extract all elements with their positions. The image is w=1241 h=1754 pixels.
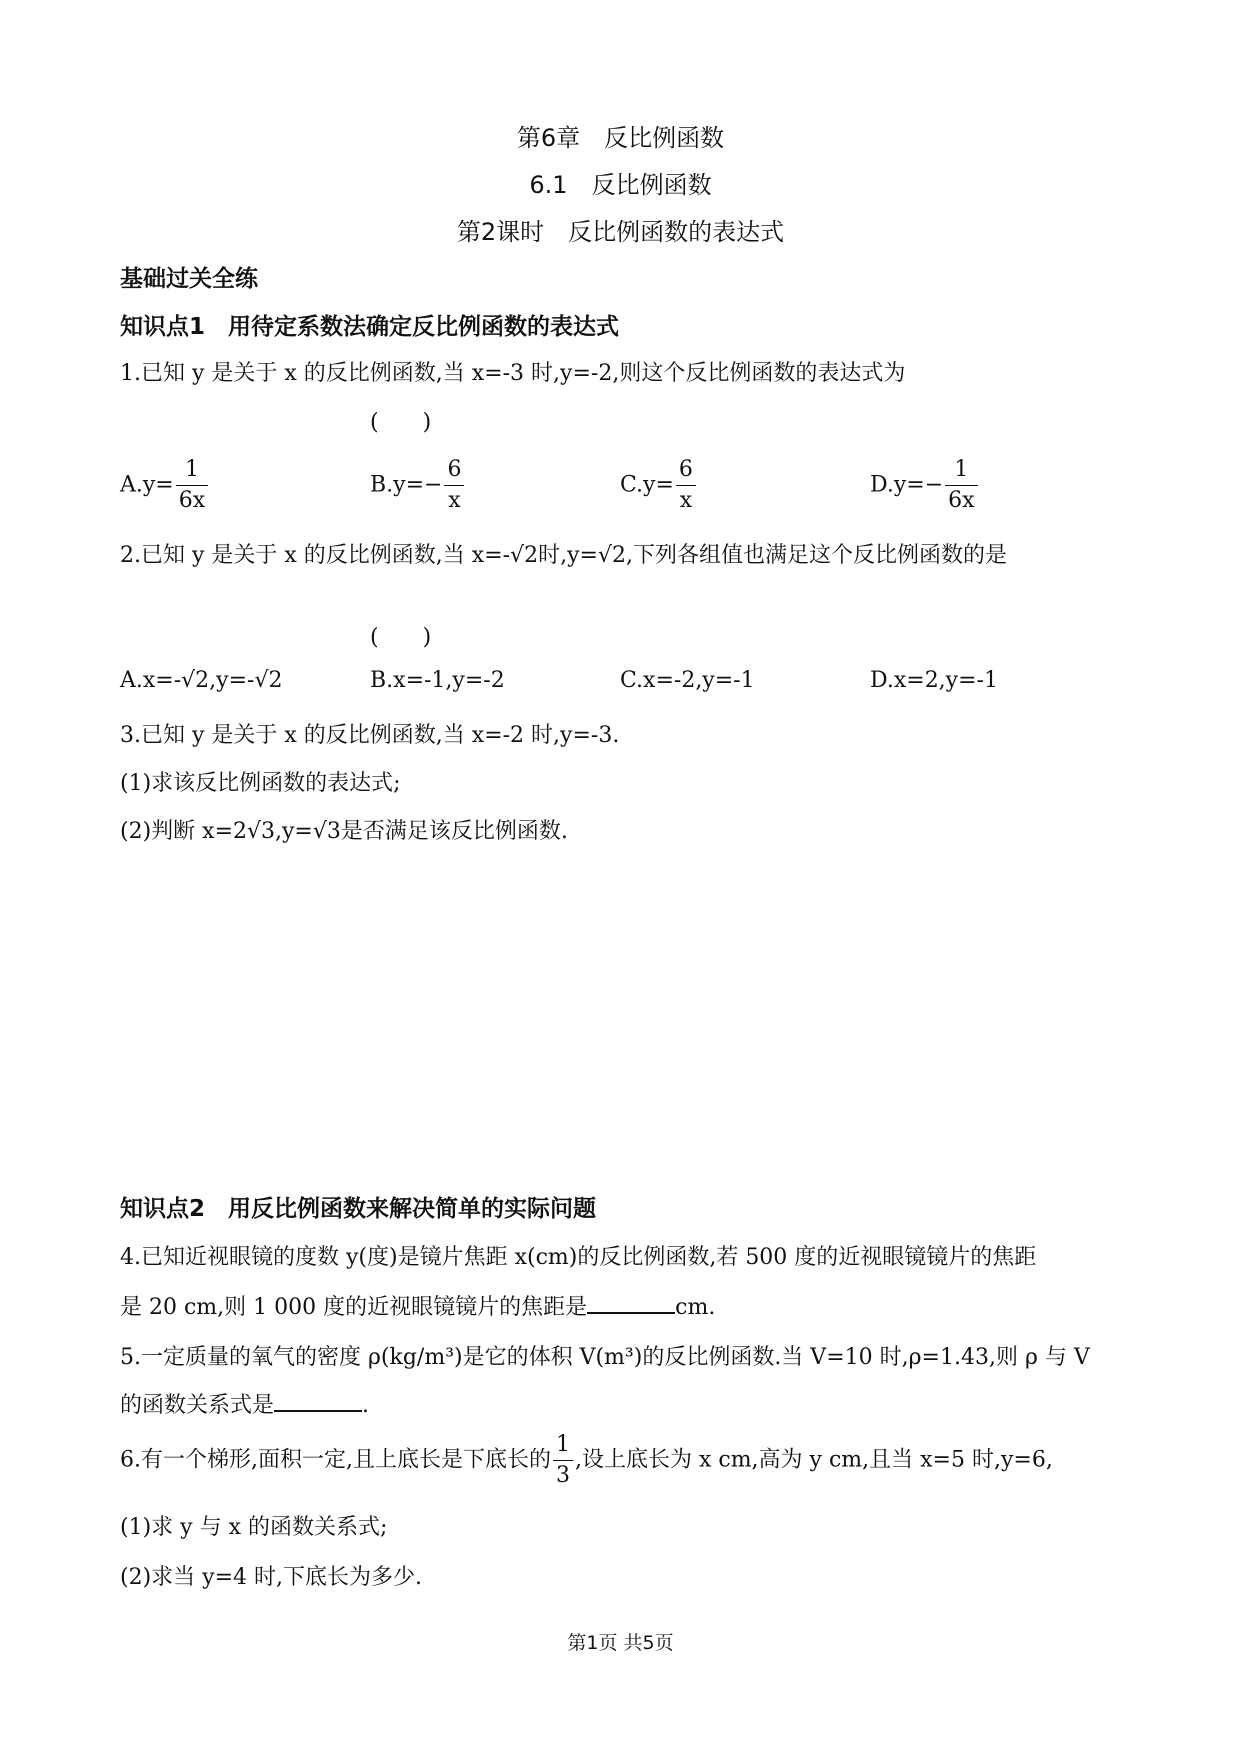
option-c-fraction	[676, 455, 696, 516]
question-6-fraction	[553, 1430, 573, 1491]
question-2-option-a: A.x=-√2,y=-√2	[120, 668, 283, 693]
question-1-option-c	[620, 455, 698, 516]
question-5-line-2-pre: 的函数关系式是	[120, 1393, 275, 1418]
question-1-option-d	[870, 455, 980, 516]
question-6-numerator: 1	[553, 1430, 573, 1461]
option-d-fraction	[945, 455, 977, 516]
question-4-line-2-pre: 是 20 cm,则 1 000 度的近视眼镜镜片的焦距是	[120, 1295, 588, 1320]
question-1-stem: 1.已知 y 是关于 x 的反比例函数,当 x=-3 时,y=-2,则这个反比例函数的表达式为	[120, 361, 906, 386]
question-6-part-1: (1)求 y 与 x 的函数关系式;	[120, 1515, 388, 1540]
question-5-line-1: 5.一定质量的氧气的密度 ρ(kg/m³)是它的体积 V(m³)的反比例函数.当 V=10 时,ρ=1.43,则 ρ 与 V	[120, 1345, 1090, 1370]
question-1-answer-paren: ( )	[370, 410, 432, 435]
knowledge-point-2-heading: 知识点2 用反比例函数来解决简单的实际问题	[120, 1196, 597, 1222]
question-2-answer-paren: ( )	[370, 625, 432, 650]
option-a-numerator: 1	[176, 455, 208, 486]
question-4-line-2	[120, 1290, 715, 1321]
option-b-fraction	[444, 455, 464, 516]
question-1-option-a	[120, 455, 210, 516]
option-d-prefix: D.y=−	[870, 472, 944, 498]
option-a-prefix: A.y=	[120, 472, 174, 498]
question-4-line-2-post: cm.	[675, 1295, 716, 1320]
question-2-stem: 2.已知 y 是关于 x 的反比例函数,当 x=-√2时,y=√2,下列各组值也满足这个反比例函数的是	[120, 543, 1007, 568]
question-2-option-b: B.x=-1,y=-2	[370, 668, 505, 693]
question-6-stem-pre: 6.有一个梯形,面积一定,且上底长是下底长的	[120, 1447, 551, 1473]
lesson-title: 第2课时 反比例函数的表达式	[456, 218, 785, 246]
question-4-answer-blank	[587, 1294, 675, 1314]
question-2-option-c: C.x=-2,y=-1	[620, 668, 755, 693]
option-a-fraction	[176, 455, 208, 516]
option-b-prefix: B.y=−	[370, 472, 443, 498]
option-c-prefix: C.y=	[620, 472, 674, 498]
question-2-option-d: D.x=2,y=-1	[870, 668, 998, 693]
option-a-denominator: 6x	[178, 488, 206, 513]
option-d-denominator: 6x	[948, 488, 975, 513]
question-3-part-2: (2)判断 x=2√3,y=√3是否满足该反比例函数.	[120, 819, 568, 844]
section-title: 6.1 反比例函数	[529, 171, 712, 199]
option-c-numerator: 6	[676, 455, 696, 486]
page-footer: 第1页 共5页	[567, 1632, 674, 1654]
question-4-line-1: 4.已知近视眼镜的度数 y(度)是镜片焦距 x(cm)的反比例函数,若 500 度的近视眼镜镜片的焦距	[120, 1245, 1037, 1270]
question-6-part-2: (2)求当 y=4 时,下底长为多少.	[120, 1565, 422, 1590]
question-5-answer-blank	[274, 1392, 362, 1412]
question-6-stem	[120, 1430, 1053, 1491]
option-d-numerator: 1	[945, 455, 977, 486]
question-5-line-2-post: .	[362, 1393, 370, 1418]
chapter-title: 第6章 反比例函数	[516, 124, 725, 152]
option-c-denominator: x	[679, 488, 693, 513]
option-b-numerator: 6	[444, 455, 464, 486]
question-3-stem: 3.已知 y 是关于 x 的反比例函数,当 x=-2 时,y=-3.	[120, 723, 620, 748]
section-heading: 基础过关全练	[120, 266, 258, 292]
question-6-stem-post: ,设上底长为 x cm,高为 y cm,且当 x=5 时,y=6,	[574, 1447, 1053, 1473]
question-3-part-1: (1)求该反比例函数的表达式;	[120, 771, 401, 796]
question-6-denominator: 3	[555, 1463, 570, 1488]
question-1-option-b	[370, 455, 466, 516]
knowledge-point-1-heading: 知识点1 用待定系数法确定反比例函数的表达式	[120, 314, 620, 340]
question-5-line-2	[120, 1388, 369, 1419]
option-b-denominator: x	[448, 488, 461, 513]
